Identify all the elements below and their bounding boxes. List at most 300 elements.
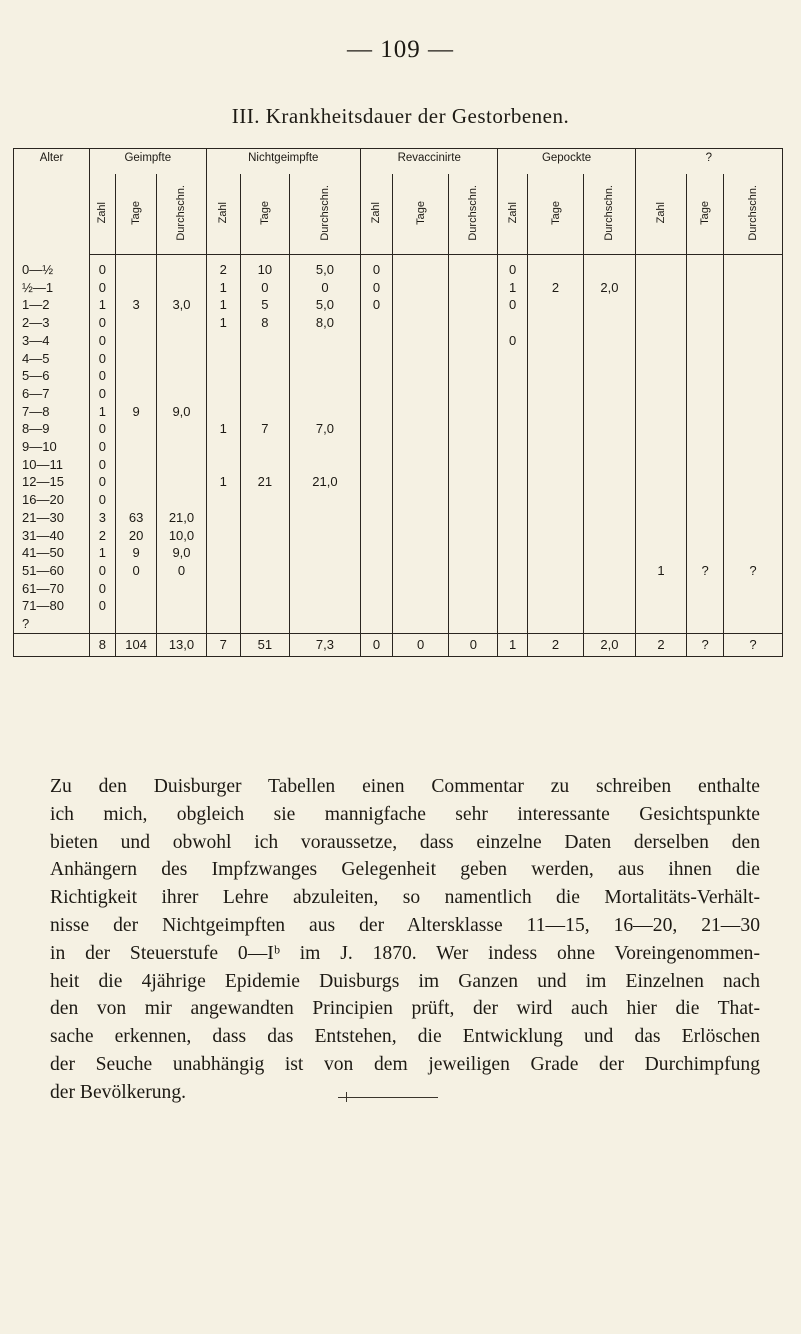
value-cell [687, 473, 724, 491]
value-cell [361, 350, 393, 368]
page-number: — 109 — [347, 36, 454, 63]
value-cell [392, 403, 448, 421]
value-cell [449, 580, 498, 598]
total-cell: 1 [498, 633, 527, 656]
value-cell [157, 473, 206, 491]
value-cell [240, 403, 289, 421]
value-cell: 7,0 [289, 420, 360, 438]
paragraph-line: Zu den Duisburger Tabellen einen Commentar zu schreiben enthalte [50, 776, 760, 797]
value-cell [584, 420, 636, 438]
value-cell [361, 403, 393, 421]
value-cell [206, 332, 240, 350]
value-cell [724, 420, 783, 438]
value-cell: 1 [206, 420, 240, 438]
value-cell [361, 473, 393, 491]
subheader-label: Zahl [96, 201, 109, 224]
value-cell: 10,0 [157, 527, 206, 545]
value-cell [449, 473, 498, 491]
value-cell [498, 509, 527, 527]
subheader-2-2 [449, 174, 498, 255]
value-cell: 20 [115, 527, 157, 545]
value-cell: 1 [206, 279, 240, 297]
value-cell: 0 [90, 350, 116, 368]
value-cell [361, 385, 393, 403]
value-cell [392, 527, 448, 545]
total-cell: 8 [90, 633, 116, 656]
table-row [14, 296, 783, 314]
value-cell [527, 456, 583, 474]
value-cell [392, 296, 448, 314]
value-cell [527, 385, 583, 403]
value-cell [115, 615, 157, 633]
value-cell [584, 367, 636, 385]
total-cell: 13,0 [157, 633, 206, 656]
value-cell [392, 332, 448, 350]
value-cell: 2,0 [584, 279, 636, 297]
value-cell [289, 332, 360, 350]
value-cell: 21 [240, 473, 289, 491]
table-row [14, 438, 783, 456]
value-cell [584, 597, 636, 615]
value-cell [206, 597, 240, 615]
value-cell [527, 527, 583, 545]
value-cell [289, 385, 360, 403]
value-cell [449, 403, 498, 421]
value-cell [724, 314, 783, 332]
table-row [14, 509, 783, 527]
table-row [14, 279, 783, 297]
value-cell [635, 473, 687, 491]
value-cell [392, 314, 448, 332]
total-cell: 7 [206, 633, 240, 656]
value-cell [687, 332, 724, 350]
age-cell: ½—1 [14, 279, 90, 297]
value-cell [361, 562, 393, 580]
value-cell [157, 255, 206, 279]
table-row [14, 332, 783, 350]
value-cell: 21,0 [157, 509, 206, 527]
value-cell [289, 544, 360, 562]
age-cell: 3—4 [14, 332, 90, 350]
value-cell [584, 332, 636, 350]
value-cell: 0 [498, 332, 527, 350]
value-cell [392, 279, 448, 297]
value-cell [157, 350, 206, 368]
value-cell [498, 314, 527, 332]
subheader-label: Tage [414, 200, 427, 225]
value-cell: 0 [90, 438, 116, 456]
value-cell [449, 332, 498, 350]
totals-label-cell [14, 633, 90, 656]
value-cell: 0 [115, 562, 157, 580]
value-cell [498, 527, 527, 545]
value-cell [687, 615, 724, 633]
total-cell: 2 [635, 633, 687, 656]
value-cell [724, 296, 783, 314]
value-cell [635, 509, 687, 527]
value-cell: 5,0 [289, 255, 360, 279]
value-cell [449, 509, 498, 527]
value-cell [584, 562, 636, 580]
value-cell [687, 438, 724, 456]
value-cell [157, 367, 206, 385]
value-cell: 0 [90, 491, 116, 509]
value-cell [584, 544, 636, 562]
age-cell: 16—20 [14, 491, 90, 509]
value-cell [449, 562, 498, 580]
paragraph-line: in der Steuerstufe 0—Iᵇ im J. 1870. Wer indess ohne Voreingenommen- [50, 942, 760, 964]
age-cell: 8—9 [14, 420, 90, 438]
value-cell [115, 367, 157, 385]
subheader-2-0 [361, 174, 393, 255]
value-cell [724, 615, 783, 633]
value-cell [724, 473, 783, 491]
krankheitsdauer-table [13, 148, 783, 657]
value-cell [392, 509, 448, 527]
value-cell: 0 [498, 255, 527, 279]
table-row [14, 456, 783, 474]
value-cell [392, 544, 448, 562]
value-cell [115, 456, 157, 474]
value-cell [449, 438, 498, 456]
subheader-0-2 [157, 174, 206, 255]
value-cell [115, 314, 157, 332]
value-cell [635, 332, 687, 350]
subheader-1-2 [289, 174, 360, 255]
value-cell [687, 350, 724, 368]
value-cell [240, 332, 289, 350]
value-cell [115, 491, 157, 509]
group-header-0: Geimpfte [90, 149, 206, 175]
value-cell [584, 385, 636, 403]
age-cell: 61—70 [14, 580, 90, 598]
age-cell: 10—11 [14, 456, 90, 474]
value-cell [392, 580, 448, 598]
value-cell: 0 [90, 367, 116, 385]
value-cell [635, 314, 687, 332]
value-cell [289, 527, 360, 545]
value-cell [498, 580, 527, 598]
value-cell [498, 456, 527, 474]
value-cell [724, 367, 783, 385]
value-cell [206, 385, 240, 403]
value-cell: 63 [115, 509, 157, 527]
value-cell [498, 597, 527, 615]
value-cell [289, 509, 360, 527]
value-cell [687, 420, 724, 438]
value-cell [240, 580, 289, 598]
value-cell [115, 350, 157, 368]
subheader-label: Durchschn. [603, 184, 616, 241]
age-cell: ? [14, 615, 90, 633]
value-cell [361, 615, 393, 633]
value-cell [635, 597, 687, 615]
value-cell [449, 491, 498, 509]
value-cell [584, 255, 636, 279]
value-cell [361, 332, 393, 350]
value-cell [687, 597, 724, 615]
value-cell: 2 [527, 279, 583, 297]
paragraph-line: heit die 4jährige Epidemie Duisburgs im Ganzen und im Einzelnen nach [50, 970, 760, 992]
value-cell [724, 350, 783, 368]
value-cell [206, 367, 240, 385]
value-cell: 0 [90, 332, 116, 350]
value-cell [498, 438, 527, 456]
value-cell: 9 [115, 544, 157, 562]
subheader-label: Zahl [654, 201, 667, 224]
value-cell: 9,0 [157, 544, 206, 562]
value-cell [687, 367, 724, 385]
value-cell [392, 350, 448, 368]
value-cell [498, 385, 527, 403]
value-cell [240, 544, 289, 562]
value-cell [206, 580, 240, 598]
table-row [14, 527, 783, 545]
value-cell: 0 [157, 562, 206, 580]
value-cell [687, 314, 724, 332]
value-cell [527, 367, 583, 385]
value-cell [206, 403, 240, 421]
subheader-4-1 [687, 174, 724, 255]
value-cell: 3 [115, 296, 157, 314]
value-cell [498, 420, 527, 438]
value-cell [498, 350, 527, 368]
value-cell: 9,0 [157, 403, 206, 421]
value-cell [724, 456, 783, 474]
table-row [14, 420, 783, 438]
value-cell [449, 367, 498, 385]
value-cell: 2 [206, 255, 240, 279]
total-cell: ? [687, 633, 724, 656]
value-cell [584, 509, 636, 527]
value-cell [449, 385, 498, 403]
value-cell [115, 580, 157, 598]
value-cell [289, 350, 360, 368]
value-cell: 8 [240, 314, 289, 332]
value-cell [724, 509, 783, 527]
value-cell [392, 367, 448, 385]
value-cell [361, 420, 393, 438]
value-cell [449, 420, 498, 438]
value-cell [240, 456, 289, 474]
value-cell [115, 332, 157, 350]
value-cell [449, 597, 498, 615]
value-cell [527, 403, 583, 421]
table-row [14, 403, 783, 421]
value-cell: 1 [206, 473, 240, 491]
value-cell [449, 350, 498, 368]
separator-rule [338, 1097, 438, 1098]
value-cell: 0 [498, 296, 527, 314]
value-cell [584, 350, 636, 368]
value-cell [687, 296, 724, 314]
value-cell: 0 [90, 562, 116, 580]
value-cell: 10 [240, 255, 289, 279]
value-cell [724, 385, 783, 403]
value-cell [527, 597, 583, 615]
value-cell [635, 255, 687, 279]
table-title: III. Krankheitsdauer der Gestorbenen. [231, 104, 570, 128]
value-cell [724, 279, 783, 297]
value-cell [724, 255, 783, 279]
value-cell [157, 597, 206, 615]
value-cell: 0 [90, 580, 116, 598]
value-cell [206, 544, 240, 562]
value-cell [240, 350, 289, 368]
paragraph-line: den von mir angewandten Principien prüft, der wird auch hier die That- [50, 998, 760, 1020]
value-cell [527, 420, 583, 438]
value-cell: 0 [361, 279, 393, 297]
paragraph-line: sache erkennen, dass das Entstehen, die Entwicklung und das Erlöschen [50, 1026, 760, 1048]
subheader-label: Durchschn. [747, 184, 759, 241]
value-cell [527, 255, 583, 279]
value-cell [449, 527, 498, 545]
value-cell: 0 [90, 255, 116, 279]
total-cell: 51 [240, 633, 289, 656]
value-cell: 9 [115, 403, 157, 421]
value-cell [115, 279, 157, 297]
value-cell [289, 367, 360, 385]
value-cell: 2 [90, 527, 116, 545]
value-cell [361, 314, 393, 332]
table-row [14, 491, 783, 509]
value-cell [687, 544, 724, 562]
value-cell: 0 [361, 255, 393, 279]
value-cell [449, 279, 498, 297]
value-cell [635, 350, 687, 368]
value-cell [206, 491, 240, 509]
value-cell: ? [724, 562, 783, 580]
value-cell: 7 [240, 420, 289, 438]
value-cell [498, 562, 527, 580]
value-cell [635, 544, 687, 562]
value-cell [361, 597, 393, 615]
value-cell [687, 509, 724, 527]
table-row [14, 367, 783, 385]
paragraph-line: ich mich, obgleich sie mannigfache sehr interessante Gesichtspunkte [50, 803, 760, 825]
group-header-2: Revaccinirte [361, 149, 498, 175]
value-cell: 0 [289, 279, 360, 297]
value-cell [206, 438, 240, 456]
value-cell [115, 420, 157, 438]
age-cell: 21—30 [14, 509, 90, 527]
value-cell: 1 [498, 279, 527, 297]
value-cell: 3,0 [157, 296, 206, 314]
value-cell [449, 456, 498, 474]
value-cell [240, 597, 289, 615]
table-row [14, 255, 783, 279]
table-row [14, 597, 783, 615]
total-cell: 2 [527, 633, 583, 656]
value-cell [157, 279, 206, 297]
paragraph-line: Richtigkeit ihrer Lehre abzuleiten, so namentlich die Mortalitäts-Verhält- [50, 887, 760, 909]
value-cell [527, 509, 583, 527]
value-cell [687, 580, 724, 598]
value-cell [635, 615, 687, 633]
value-cell [361, 580, 393, 598]
age-cell: 7—8 [14, 403, 90, 421]
value-cell [724, 527, 783, 545]
value-cell [289, 597, 360, 615]
value-cell [361, 367, 393, 385]
value-cell [157, 580, 206, 598]
value-cell [584, 403, 636, 421]
value-cell [90, 615, 116, 633]
total-cell: 2,0 [584, 633, 636, 656]
table-row [14, 544, 783, 562]
value-cell [115, 473, 157, 491]
age-cell: 0—½ [14, 255, 90, 279]
value-cell [115, 255, 157, 279]
value-cell: 21,0 [289, 473, 360, 491]
value-cell [635, 456, 687, 474]
separator-tick [346, 1092, 347, 1102]
value-cell [498, 367, 527, 385]
value-cell [392, 438, 448, 456]
group-header-3: Gepockte [498, 149, 635, 175]
group-header-4: ? [635, 149, 782, 175]
value-cell [527, 314, 583, 332]
value-cell [206, 456, 240, 474]
value-cell: 1 [206, 296, 240, 314]
age-cell: 5—6 [14, 367, 90, 385]
value-cell [635, 438, 687, 456]
age-cell: 51—60 [14, 562, 90, 580]
value-cell [392, 385, 448, 403]
value-cell [392, 255, 448, 279]
age-cell: 4—5 [14, 350, 90, 368]
subheader-0-1 [115, 174, 157, 255]
value-cell [527, 491, 583, 509]
value-cell [724, 491, 783, 509]
value-cell [449, 314, 498, 332]
value-cell: 0 [361, 296, 393, 314]
value-cell: ? [687, 562, 724, 580]
paragraph-line: der Bevölkerung. [50, 1081, 187, 1103]
value-cell: 0 [90, 473, 116, 491]
subheader-label: Durchschn. [467, 184, 480, 241]
value-cell [449, 615, 498, 633]
value-cell [392, 491, 448, 509]
value-cell: 1 [635, 562, 687, 580]
value-cell [289, 615, 360, 633]
value-cell [115, 438, 157, 456]
value-cell: 0 [90, 597, 116, 615]
value-cell [449, 296, 498, 314]
value-cell [289, 491, 360, 509]
value-cell [584, 527, 636, 545]
age-cell: 31—40 [14, 527, 90, 545]
subheader-3-1 [527, 174, 583, 255]
group-header-1: Nichtgeimpfte [206, 149, 361, 175]
value-cell [240, 385, 289, 403]
value-cell: 5 [240, 296, 289, 314]
value-cell: 1 [90, 296, 116, 314]
subheader-label: Tage [699, 200, 712, 225]
value-cell [361, 438, 393, 456]
value-cell [527, 615, 583, 633]
value-cell [240, 367, 289, 385]
value-cell [157, 420, 206, 438]
subheader-label: Durchschn. [318, 184, 331, 241]
value-cell [289, 438, 360, 456]
paragraph-line: nisse der Nichtgeimpften aus der Altersklasse 11—15, 16—20, 21—30 [50, 914, 760, 936]
subheader-1-0 [206, 174, 240, 255]
value-cell [635, 580, 687, 598]
value-cell [527, 544, 583, 562]
value-cell [584, 580, 636, 598]
value-cell [635, 385, 687, 403]
